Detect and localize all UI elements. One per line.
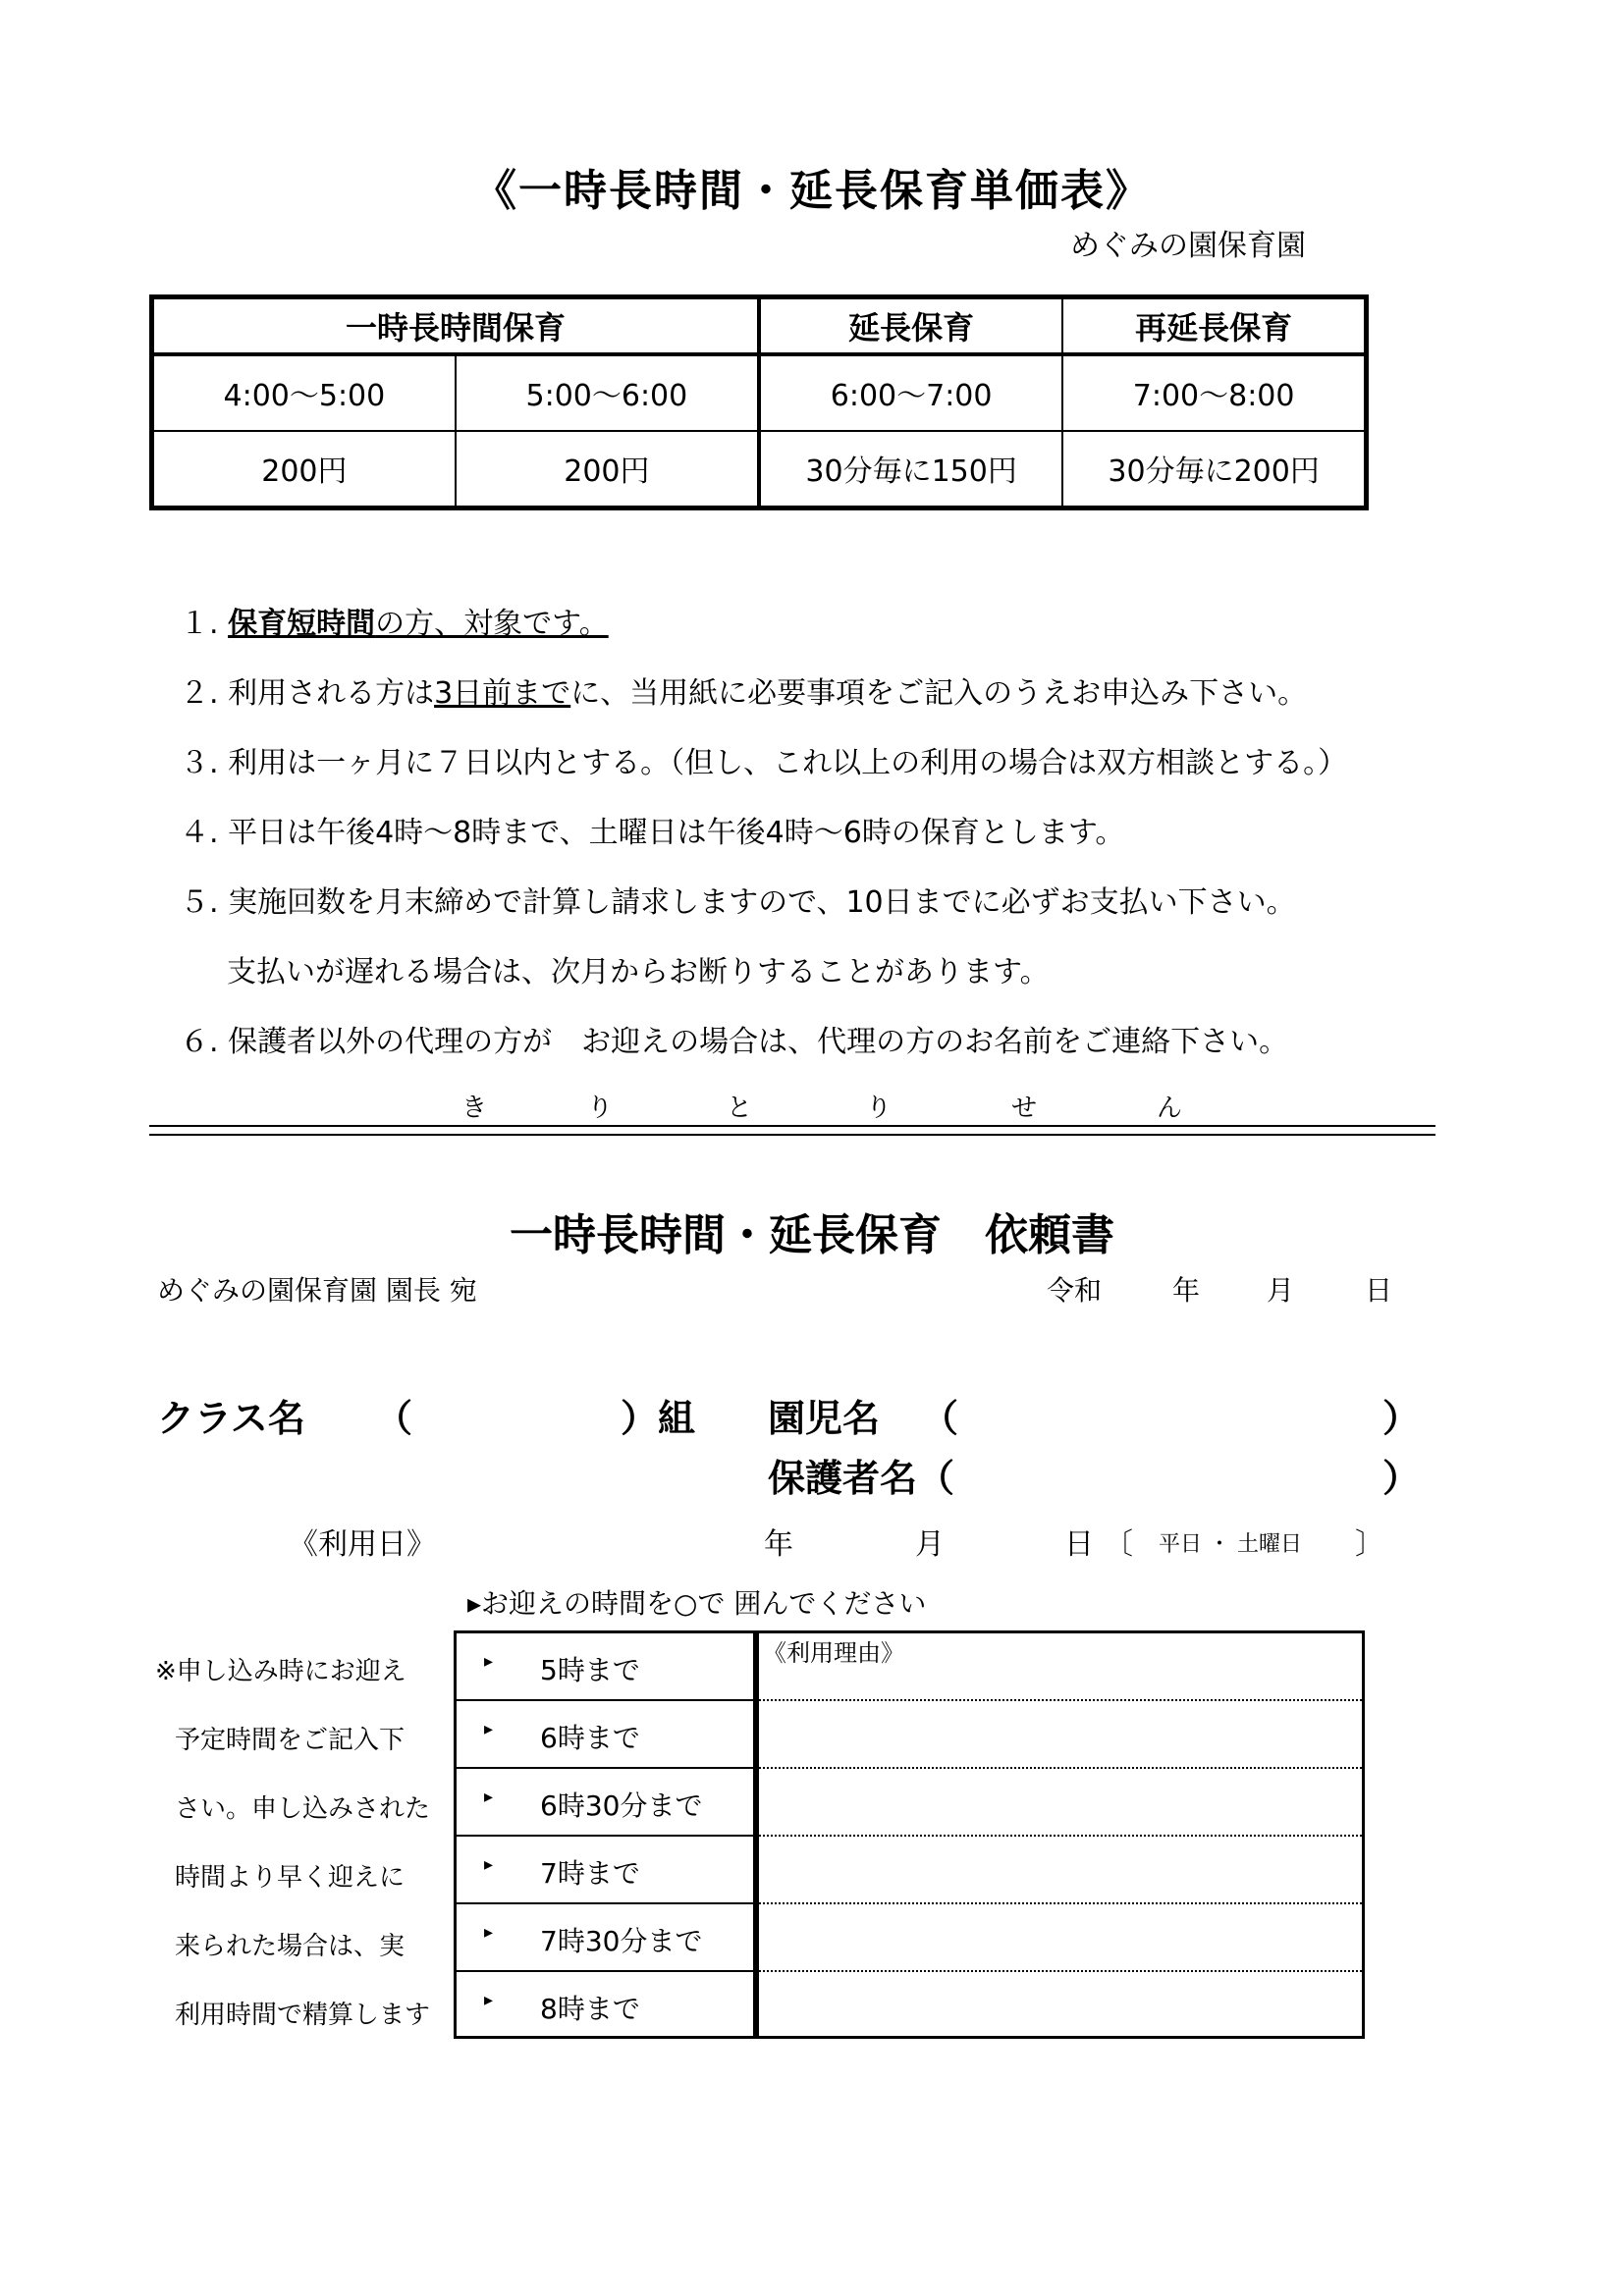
pickup-option-label: 7時30分まで bbox=[540, 1925, 703, 1957]
rule-number: ２. bbox=[180, 676, 219, 711]
weekday-choice: 平日 ・ 土曜日 bbox=[1159, 1532, 1302, 1557]
pickup-option-label: 5時まで bbox=[540, 1654, 640, 1686]
cut-char: せ bbox=[1011, 1094, 1038, 1123]
form-title: 一時長時間・延長保育 依頼書 bbox=[510, 1210, 1114, 1260]
child-name-label: 園児名 bbox=[768, 1397, 881, 1440]
time-cell: 7:00～8:00 bbox=[1062, 354, 1366, 431]
class-name-label: クラス名 bbox=[157, 1397, 305, 1440]
price-cell: 30分毎に200円 bbox=[1062, 431, 1366, 508]
guardian-name-label: 保護者名（ bbox=[768, 1457, 955, 1500]
reason-line[interactable] bbox=[759, 1902, 1362, 1904]
cut-char: と bbox=[727, 1094, 753, 1123]
bracket-close: 〕 bbox=[1355, 1527, 1384, 1562]
note-line: 来られた場合は、実 bbox=[175, 1932, 406, 1961]
cut-char: ん bbox=[1157, 1094, 1183, 1123]
price-cell: 30分毎に150円 bbox=[759, 431, 1062, 508]
cut-char: り bbox=[866, 1094, 893, 1123]
date-day-label: 日 bbox=[1365, 1274, 1393, 1307]
pickup-time-column bbox=[457, 1633, 759, 2036]
price-table bbox=[149, 294, 1369, 510]
pickup-option-label: 6時30分まで bbox=[540, 1789, 703, 1822]
note-line: 利用時間で精算します bbox=[175, 2001, 431, 2030]
use-day-label: 日 bbox=[1064, 1527, 1094, 1562]
guardian-paren-close: ） bbox=[1382, 1457, 1421, 1500]
date-month-label: 月 bbox=[1267, 1274, 1295, 1307]
header-extended: 延長保育 bbox=[759, 297, 1062, 355]
pickup-option-label: 8時まで bbox=[540, 1993, 640, 2025]
reason-title: 《利用理由》 bbox=[763, 1639, 904, 1667]
pickup-option-label: 6時まで bbox=[540, 1722, 640, 1754]
use-month-label: 月 bbox=[915, 1527, 945, 1562]
time-cell: 6:00～7:00 bbox=[759, 354, 1062, 431]
child-paren-close: ） bbox=[1382, 1397, 1421, 1440]
pick-instruction: ▸お迎えの時間を○で 囲んでください bbox=[467, 1587, 927, 1620]
addressee: めぐみの園保育園 園長 宛 bbox=[157, 1274, 477, 1307]
class-kumi: ）組 bbox=[621, 1397, 696, 1440]
rule-1-text: の方、対象です。 bbox=[375, 607, 609, 641]
bracket-open: 〔 bbox=[1104, 1527, 1133, 1562]
rules-list bbox=[180, 589, 1347, 1077]
note-line: さい。申し込みされた bbox=[175, 1794, 431, 1824]
use-year-label: 年 bbox=[764, 1527, 793, 1562]
cut-char: き bbox=[461, 1094, 488, 1123]
rule-5-continued: 支払いが遅れる場合は、次月からお断りすることがあります。 bbox=[227, 955, 1050, 989]
cut-line bbox=[149, 1125, 1435, 1136]
pickup-time-grid bbox=[454, 1630, 1365, 2039]
child-paren-open: （ bbox=[921, 1397, 959, 1440]
pickup-option-label: 7時まで bbox=[540, 1857, 640, 1890]
rule-2-text-b: に、当用紙に必要事項をご記入のうえお申込み下さい。 bbox=[570, 676, 1308, 711]
price-cell: 200円 bbox=[456, 431, 759, 508]
rule-2-text-a: 利用される方は bbox=[228, 676, 435, 711]
time-cell: 5:00～6:00 bbox=[456, 354, 759, 431]
pickup-option-6-30[interactable] bbox=[457, 1769, 753, 1837]
note-line: 時間より早く迎えに bbox=[175, 1863, 406, 1893]
rule-3: ３. 利用は一ヶ月に７日以内とする。（但し、これ以上の利用の場合は双方相談とする。） bbox=[180, 746, 1348, 780]
cut-char: り bbox=[587, 1094, 614, 1123]
rule-4: ４. 平日は午後4時～8時まで、土曜日は午後4時～6時の保育とします。 bbox=[180, 816, 1125, 850]
reason-line[interactable] bbox=[759, 1699, 1362, 1701]
reason-line[interactable] bbox=[759, 1970, 1362, 1972]
page-title: 《一時長時間・延長保育単価表》 bbox=[473, 166, 1151, 216]
date-year-label: 年 bbox=[1172, 1274, 1201, 1307]
price-cell: 200円 bbox=[152, 431, 456, 508]
arrow-icon: ▸ bbox=[484, 1651, 494, 1672]
pickup-option-6[interactable] bbox=[457, 1701, 753, 1769]
rule-1 bbox=[180, 589, 1347, 659]
header-temporary-long: 一時長時間保育 bbox=[152, 297, 760, 355]
rule-1-emphasis: 保育短時間 bbox=[228, 607, 376, 641]
note-line: ※申し込み時にお迎え bbox=[155, 1657, 406, 1686]
reason-line[interactable] bbox=[759, 1767, 1362, 1769]
arrow-icon: ▸ bbox=[484, 1719, 494, 1739]
use-date-label: 《利用日》 bbox=[289, 1527, 436, 1562]
organization-name: めぐみの園保育園 bbox=[1070, 229, 1306, 263]
date-era: 令和 bbox=[1047, 1274, 1103, 1307]
reason-line[interactable] bbox=[759, 1835, 1362, 1837]
note-line: 予定時間をご記入下 bbox=[175, 1726, 406, 1755]
rule-6: ６. 保護者以外の代理の方が お迎えの場合は、代理の方のお名前をご連絡下さい。 bbox=[180, 1025, 1289, 1059]
arrow-icon: ▸ bbox=[484, 1787, 494, 1807]
pickup-option-5[interactable] bbox=[457, 1633, 753, 1701]
header-re-extended: 再延長保育 bbox=[1062, 297, 1366, 355]
rule-5: ５. 実施回数を月末締めで計算し請求しますので、10日までに必ずお支払い下さい。 bbox=[180, 885, 1296, 920]
pickup-option-7-30[interactable] bbox=[457, 1904, 753, 1972]
arrow-icon: ▸ bbox=[484, 1922, 494, 1943]
class-paren-open: （ bbox=[375, 1397, 413, 1440]
rule-2-emphasis: 3日前まで bbox=[434, 676, 571, 711]
rule-number: １. bbox=[180, 607, 219, 641]
rule-2 bbox=[180, 659, 1347, 728]
time-cell: 4:00～5:00 bbox=[152, 354, 456, 431]
pickup-option-7[interactable] bbox=[457, 1837, 753, 1904]
arrow-icon: ▸ bbox=[484, 1990, 494, 2010]
arrow-icon: ▸ bbox=[484, 1854, 494, 1875]
pickup-option-8[interactable] bbox=[457, 1972, 753, 2036]
